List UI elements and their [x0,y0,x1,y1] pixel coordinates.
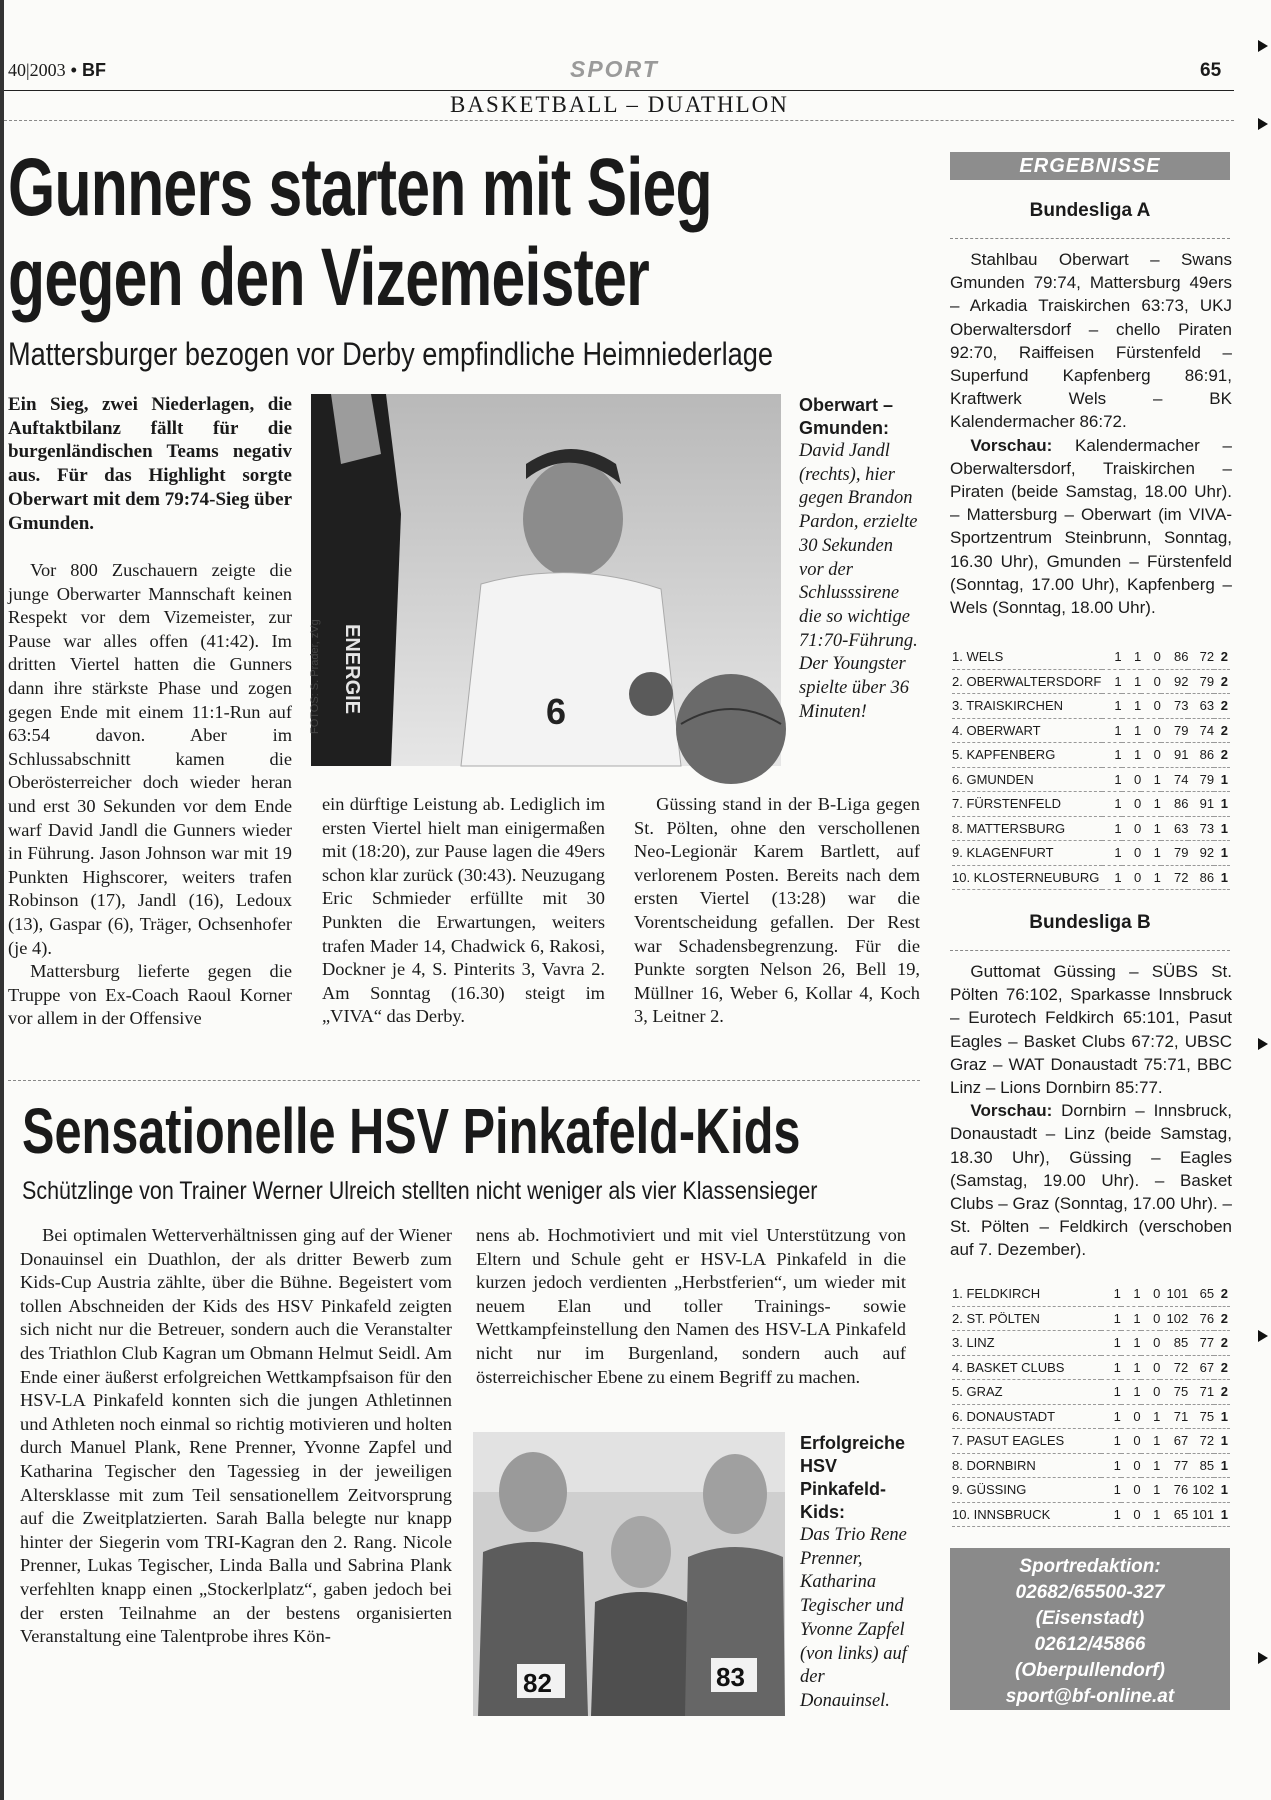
stat-value: 75 [1160,1380,1188,1405]
results-banner-label: ERGEBNISSE [1019,155,1161,177]
margin-arrow-icon [1258,1652,1268,1664]
stat-value: 1 [1102,694,1122,719]
points: 1 [1214,792,1230,817]
team-name: 2. OBERWALTERSDORF [952,669,1102,694]
stat-value: 91 [1188,792,1214,817]
stat-value: 1 [1102,743,1122,768]
liga-b-table [952,1282,1230,1527]
stat-value: 75 [1188,1404,1214,1429]
points: 1 [1214,1404,1230,1429]
stat-value: 0 [1141,694,1161,719]
stat-value: 67 [1160,1429,1188,1454]
liga-b-title: Bundesliga B [1029,912,1151,933]
table-row [952,767,1230,792]
kid-middle-body [591,1592,691,1716]
contact-line1: Sportredaktion: [1019,1556,1161,1577]
liga-a-preview [950,434,1232,620]
stat-value: 0 [1141,1331,1161,1356]
liga-b-results-text: Guttomat Güssing – SÜBS St. Pölten 76:102, Sparkasse Innsbruck – Eurotech Feldkirch 65:101, Pasut Eagles – Basket Clubs 67:72, UBSC Graz – WAT Donaustadt 75:71, BBC Linz – Lions Dornbirn 85:77. [950,962,1232,1098]
team-name: 9. KLAGENFURT [952,841,1102,866]
points: 1 [1214,816,1230,841]
table-row [952,841,1230,866]
stat-value: 65 [1160,1502,1188,1527]
stat-value: 63 [1161,816,1189,841]
stat-value: 72 [1188,1429,1214,1454]
table-row [952,792,1230,817]
stat-value: 92 [1161,669,1189,694]
stat-value: 1 [1121,1380,1141,1405]
stat-value: 1 [1141,865,1161,890]
liga-a-table [952,645,1230,890]
stat-value: 65 [1188,1282,1214,1306]
team-name: 5. GRAZ [952,1380,1101,1405]
kid-right-head [703,1454,767,1534]
article1-photo-caption [799,394,921,724]
article1-col1-paragraph1: Vor 800 Zuschauern zeigte die junge Oberwarter Mannschaft keinen Respekt vor dem Vizemeister, zur Pause war alles offen (41:42). Im dritten Viertel hatten die Gunners dann ihre stärkste Phase und zogen gegen Ende mit einem 11:1-Run auf 63:54 davon. Aber im Schlussabschnitt kamen die Oberösterreicher doch wieder heran und erst 30 Sekunden vor dem Ende warf David Jandl die Gunners wieder in Führung. Jason Johnson war mit 19 Punkten Highscorer, weiters trafen Robinson (17), Jandl (16), Ledoux (13), Gaspar (6), Träger, Ochsenhofer (je 4). [8,560,292,958]
points: 2 [1214,669,1230,694]
liga-a-results-text: Stahlbau Oberwart – Swans Gmunden 79:74, Mattersburg 49ers – Arkadia Traiskirchen 63:73, UKJ Oberwaltersdorf – chello Piraten 92:70, Raiffeisen Fürstenfeld – Superfund Kapfenberg 86:91, Kraftwerk Wels – BK Kalendermacher 86:72. [950,250,1232,432]
bib-number-right: 83 [716,1662,745,1692]
preview-label: Vorschau: [970,435,1053,455]
stat-value: 71 [1160,1404,1188,1429]
issue-number: 40|2003 [8,60,66,80]
table-row [952,816,1230,841]
caption-text: David Jandl (rechts), hier gegen Brandon Pardon, erzielte 30 Sekunden vor der Schlusssirene die so wichtige 71:70-Führung. Der Youngster spielte über 36 Minuten! [799,441,918,722]
stat-value: 1 [1141,841,1161,866]
stat-value: 85 [1188,1453,1214,1478]
points: 2 [1214,1282,1230,1306]
team-name: 10. INNSBRUCK [952,1502,1101,1527]
stat-value: 101 [1188,1502,1214,1527]
stat-value: 1 [1101,1502,1121,1527]
stat-value: 1 [1122,669,1142,694]
points: 1 [1214,1502,1230,1527]
article1-column2 [322,793,605,1029]
contact-phone-eisenstadt: 02682/65500-327 [1015,1582,1165,1603]
article1-column3 [634,793,920,1029]
stat-value: 92 [1188,841,1214,866]
stat-value: 86 [1161,645,1189,669]
points: 2 [1214,743,1230,768]
table-row [952,1306,1230,1331]
section-title: SPORT [570,56,659,82]
stat-value: 1 [1101,1380,1121,1405]
liga-a-title: Bundesliga A [1029,200,1151,221]
stat-value: 73 [1161,694,1189,719]
liga-b-preview [950,1099,1232,1261]
page-number: 65 [1200,60,1222,81]
kid-middle-head [611,1516,671,1588]
points: 1 [1214,1429,1230,1454]
table-row [952,718,1230,743]
table-row [952,694,1230,719]
stat-value: 0 [1141,743,1161,768]
points: 2 [1214,1306,1230,1331]
article1-lead [8,393,292,535]
stat-value: 1 [1101,1478,1121,1503]
stat-value: 1 [1141,816,1161,841]
paper-name: BF [81,60,106,80]
table-row [952,1429,1230,1454]
stat-value: 1 [1102,792,1122,817]
team-name: 10. KLOSTERNEUBURG [952,865,1102,890]
stat-value: 74 [1188,718,1214,743]
header-rule [4,90,1234,91]
stat-value: 1 [1102,669,1122,694]
stat-value: 1 [1141,1478,1161,1503]
team-name: 9. GÜSSING [952,1478,1101,1503]
contact-box [950,1548,1230,1710]
table-row [952,1331,1230,1356]
contact-location-oberpullendorf: (Oberpullendorf) [1015,1660,1165,1681]
stat-value: 79 [1161,718,1189,743]
stat-value: 0 [1141,1282,1161,1306]
stat-value: 1 [1122,743,1142,768]
stat-value: 0 [1141,718,1161,743]
stat-value: 1 [1102,645,1122,669]
lead-text: Ein Sieg, zwei Niederlagen, die Auftaktbilanz fällt für die burgenländischen Teams negativ aus. Für das Highlight sorgte Oberwart mit dem 79:74-Sieg über Gmunden. [8,394,292,534]
article1-col2-paragraph: ein dürftige Leistung ab. Lediglich im ersten Viertel hielt man einigermaßen mit (18:20), zur Pause lagen die 49ers schon klar zurück (30:43). Neuzugang Eric Schmieder erfüllte mit 30 Punkten die Erwartungen, weiters trafen Mader 14, Chadwick 6, Rakosi, Dockner je 4, S. Pinterits 3, Vavra 2. Am Sonntag (16.30) steigt im „VIVA“ das Derby. [322,794,605,1027]
stat-value: 101 [1160,1282,1188,1306]
table-row [952,1404,1230,1429]
table-row [952,1355,1230,1380]
liga-b-results [950,960,1232,1262]
stat-value: 102 [1160,1306,1188,1331]
stat-value: 0 [1141,1380,1161,1405]
stat-value: 85 [1160,1331,1188,1356]
team-name: 8. MATTERSBURG [952,816,1102,841]
stat-value: 63 [1188,694,1214,719]
player-head [523,461,623,577]
bib-number-left: 82 [523,1668,552,1698]
stat-value: 1 [1121,1331,1141,1356]
points: 2 [1214,718,1230,743]
stat-value: 0 [1122,792,1142,817]
caption-title: Oberwart – Gmunden: [799,395,894,438]
stat-value: 91 [1161,743,1189,768]
stat-value: 1 [1122,694,1142,719]
table-row [952,1380,1230,1405]
points: 2 [1214,1380,1230,1405]
stat-value: 86 [1161,792,1189,817]
subsection-title: BASKETBALL – DUATHLON [450,92,789,117]
table-row [952,1282,1230,1306]
team-name: 3. TRAISKIRCHEN [952,694,1102,719]
article-divider [8,1080,920,1081]
page-edge [0,0,4,1800]
basketball [676,674,786,784]
article2-col1-paragraph: Bei optimalen Wetterverhältnissen ging auf der Wiener Donauinsel ein Duathlon, der als dritter Bewerb zum Kids-Cup Austria zählte, über die Bühne. Begeistert vom tollen Abschneiden der Kids des HSV Pinkafeld zeigten sich nicht nur die Betreuer, sondern auch die Veranstalter des Triathlon Club Kagran um Obmann Helmut Seidl. Am Ende einer äußerst erfolgreichen Wettkampfsaison für den HSV-LA Pinkafeld konnten sich die jungen Athletinnen und Athleten noch einmal so richtig motivieren und holten durch Manuel Plank, Rene Prenner, Yvonne Zapfel und Katharina Tegischer den Tagessieg in der jeweiligen Altersklasse mit zum Teil sensationellem Zeitvorsprung auf die Zweitplatzierten. Sarah Balla belegte nur knapp hinter der Siegerin vom TRI-Kagran den 2. Rang. Nicole Prenner, Lukas Tegischer, Linda Balla und Sabrina Plank verfehlten knapp einen „Stockerlplatz“, gaben jedoch bei der ersten Teilnahme an der bestens organisierten Veranstaltung eine Talentprobe ihres Kön- [20,1225,452,1647]
stat-value: 1 [1141,792,1161,817]
table-row [952,1502,1230,1527]
stat-value: 72 [1160,1355,1188,1380]
table-row [952,645,1230,669]
stat-value: 1 [1122,718,1142,743]
stat-value: 0 [1121,1429,1141,1454]
kid-left-head [499,1452,567,1532]
stat-value: 1 [1101,1429,1121,1454]
stat-value: 77 [1188,1331,1214,1356]
article1-headline-line2: gegen den Vizemeister [8,232,649,323]
article2-column2 [476,1224,906,1389]
standings-table-b [952,1282,1230,1527]
stat-value: 0 [1122,767,1142,792]
team-name: 6. GMUNDEN [952,767,1102,792]
stat-value: 1 [1141,1429,1161,1454]
points: 1 [1214,865,1230,890]
team-name: 6. DONAUSTADT [952,1404,1101,1429]
stat-value: 0 [1121,1453,1141,1478]
photo-credit: FOTOS: S. Prader, zVg [309,619,321,734]
kids-photo-graphic [473,1432,785,1716]
stat-value: 1 [1101,1331,1121,1356]
stat-value: 1 [1121,1355,1141,1380]
team-name: 4. BASKET CLUBS [952,1355,1101,1380]
points: 1 [1214,1478,1230,1503]
team-name: 5. KAPFENBERG [952,743,1102,768]
stat-value: 1 [1102,816,1122,841]
team-name: 2. ST. PÖLTEN [952,1306,1101,1331]
stat-value: 0 [1121,1404,1141,1429]
article1-col1-paragraph2: Mattersburg lieferte gegen die Truppe von Ex-Coach Raoul Korner vor allem in der Offensive [8,961,292,1029]
margin-arrow-icon [1258,1330,1268,1342]
stat-value: 76 [1160,1478,1188,1503]
stat-value: 0 [1121,1478,1141,1503]
margin-arrow-icon [1258,40,1268,52]
stat-value: 73 [1188,816,1214,841]
stat-value: 72 [1161,865,1189,890]
stat-value: 1 [1102,718,1122,743]
caption-text: Das Trio Rene Prenner, Katharina Tegischer und Yvonne Zapfel (von links) auf der Donauinsel. [800,1525,907,1711]
bullet: • [70,60,77,80]
liga-a-results [950,248,1232,619]
stat-value: 1 [1101,1404,1121,1429]
basketball-photo [311,394,781,766]
issue-info [8,60,106,81]
liga-a-rule [950,238,1230,239]
team-name: 4. OBERWART [952,718,1102,743]
stat-value: 79 [1188,669,1214,694]
standings-table-a [952,645,1230,890]
points: 2 [1214,1331,1230,1356]
preview-text: Dornbirn – Innsbruck, Donaustadt – Linz (beide Samstag, 18.30 Uhr), Güssing – Eagles (Samstag, 19.00 Uhr). – Basket Clubs – Graz (Sonntag, 17.00 Uhr). – St. Pölten – Feldkirch (verschoben auf 7. Dezember). [950,1101,1232,1260]
stat-value: 0 [1122,865,1142,890]
stat-value: 1 [1102,865,1122,890]
preview-label: Vorschau: [970,1101,1053,1121]
table-row [952,865,1230,890]
stat-value: 77 [1160,1453,1188,1478]
team-name: 1. FELDKIRCH [952,1282,1101,1306]
points: 1 [1214,1453,1230,1478]
table-row [952,669,1230,694]
stat-value: 86 [1188,865,1214,890]
stat-value: 0 [1122,816,1142,841]
stat-value: 1 [1102,767,1122,792]
table-row [952,743,1230,768]
stat-value: 74 [1161,767,1189,792]
stat-value: 1 [1101,1282,1121,1306]
results-banner [950,152,1230,180]
stat-value: 1 [1121,1282,1141,1306]
stat-value: 1 [1101,1453,1121,1478]
team-name: 7. FÜRSTENFELD [952,792,1102,817]
sponsor-text: ENERGIE [341,624,363,715]
stat-value: 1 [1141,1404,1161,1429]
stat-value: 71 [1188,1380,1214,1405]
points: 2 [1214,645,1230,669]
margin-arrow-icon [1258,118,1268,130]
article1-headline-line1: Gunners starten mit Sieg [8,142,712,233]
margin-arrow-icon [1258,1038,1268,1050]
points: 2 [1214,694,1230,719]
team-name: 1. WELS [952,645,1102,669]
stat-value: 0 [1141,1355,1161,1380]
article2-column1 [20,1224,452,1649]
stat-value: 1 [1141,1502,1161,1527]
article2-subheadline: Schützlinge von Trainer Werner Ulreich stellten nicht weniger als vier Klassensieger [22,1177,818,1205]
stat-value: 102 [1188,1478,1214,1503]
contact-phone-oberpullendorf: 02612/45866 [1034,1634,1146,1655]
team-name: 8. DORNBIRN [952,1453,1101,1478]
table-row [952,1453,1230,1478]
team-name: 3. LINZ [952,1331,1101,1356]
stat-value: 79 [1161,841,1189,866]
contact-email[interactable]: sport@bf-online.at [1005,1686,1175,1707]
stat-value: 1 [1101,1355,1121,1380]
points: 2 [1214,1355,1230,1380]
jersey-number: 6 [546,691,567,732]
stat-value: 1 [1102,841,1122,866]
stat-value: 79 [1188,767,1214,792]
stat-value: 76 [1188,1306,1214,1331]
stat-value: 67 [1188,1355,1214,1380]
liga-b-rule [950,950,1230,951]
points: 1 [1214,841,1230,866]
table-row [952,1478,1230,1503]
caption-title: Erfolgreiche HSV Pinkafeld-Kids: [800,1433,906,1522]
stat-value: 0 [1141,669,1161,694]
stat-value: 1 [1141,1453,1161,1478]
stat-value: 0 [1121,1502,1141,1527]
team-name: 7. PASUT EAGLES [952,1429,1101,1454]
stat-value: 72 [1188,645,1214,669]
stat-value: 1 [1101,1306,1121,1331]
article1-col3-paragraph: Güssing stand in der B-Liga gegen St. Pölten, ohne den verschollenen Neo-Legionär Karem Bartlett, auf verlorenem Posten. Bereits nach dem ersten Viertel (13:28) war die Vorentscheidung gefallen. Der Rest war Schadensbegrenzung. Für die Punkte sorgten Nelson 26, Bell 19, Müllner 16, Weber 6, Kollar 4, Koch 3, Leitner 2. [634,794,920,1027]
stat-value: 0 [1141,1306,1161,1331]
stat-value: 1 [1121,1306,1141,1331]
article2-col2-paragraph: nens ab. Hochmotiviert und mit viel Unterstützung von Eltern und Schule geht er HSV-LA Pinkafeld in die kurzen jedoch verdienten „Herbstferien“, um wieder mit neuem Elan und toller Trainings- sowie Wettkampfeinstellung den Namen des HSV-LA Pinkafeld nicht nur im Burgenland, sondern auch auf österreichischer Ebene zu einem Begriff zu machen. [476,1225,906,1387]
preview-text: Kalendermacher – Oberwaltersdorf, Traiskirchen – Piraten (beide Samstag, 18.00 Uhr). – Mattersburg – Oberwart (im VIVA-Sportzentrum Steinbrunn, Sonntag, 16.30 Uhr), Gmunden – Fürstenfeld (Sonntag, 17.00 Uhr), Kapfenberg – Wels (Sonntag, 18.00 Uhr). [950,435,1232,618]
article1-column1 [8,559,292,1031]
basketball-photo-graphic [311,394,781,766]
article2-photo-caption [800,1432,910,1714]
stat-value: 0 [1122,841,1142,866]
kids-photo [473,1432,785,1716]
player-jersey [461,573,681,766]
stat-value: 0 [1141,645,1161,669]
stat-value: 86 [1188,743,1214,768]
header-dashed-rule [4,120,1234,121]
article1-subheadline: Mattersburger bezogen vor Derby empfindliche Heimniederlage [8,336,774,372]
points: 1 [1214,767,1230,792]
article2-headline: Sensationelle HSV Pinkafeld-Kids [22,1095,801,1167]
contact-location-eisenstadt: (Eisenstadt) [1035,1608,1145,1629]
stat-value: 1 [1122,645,1142,669]
stat-value: 1 [1141,767,1161,792]
